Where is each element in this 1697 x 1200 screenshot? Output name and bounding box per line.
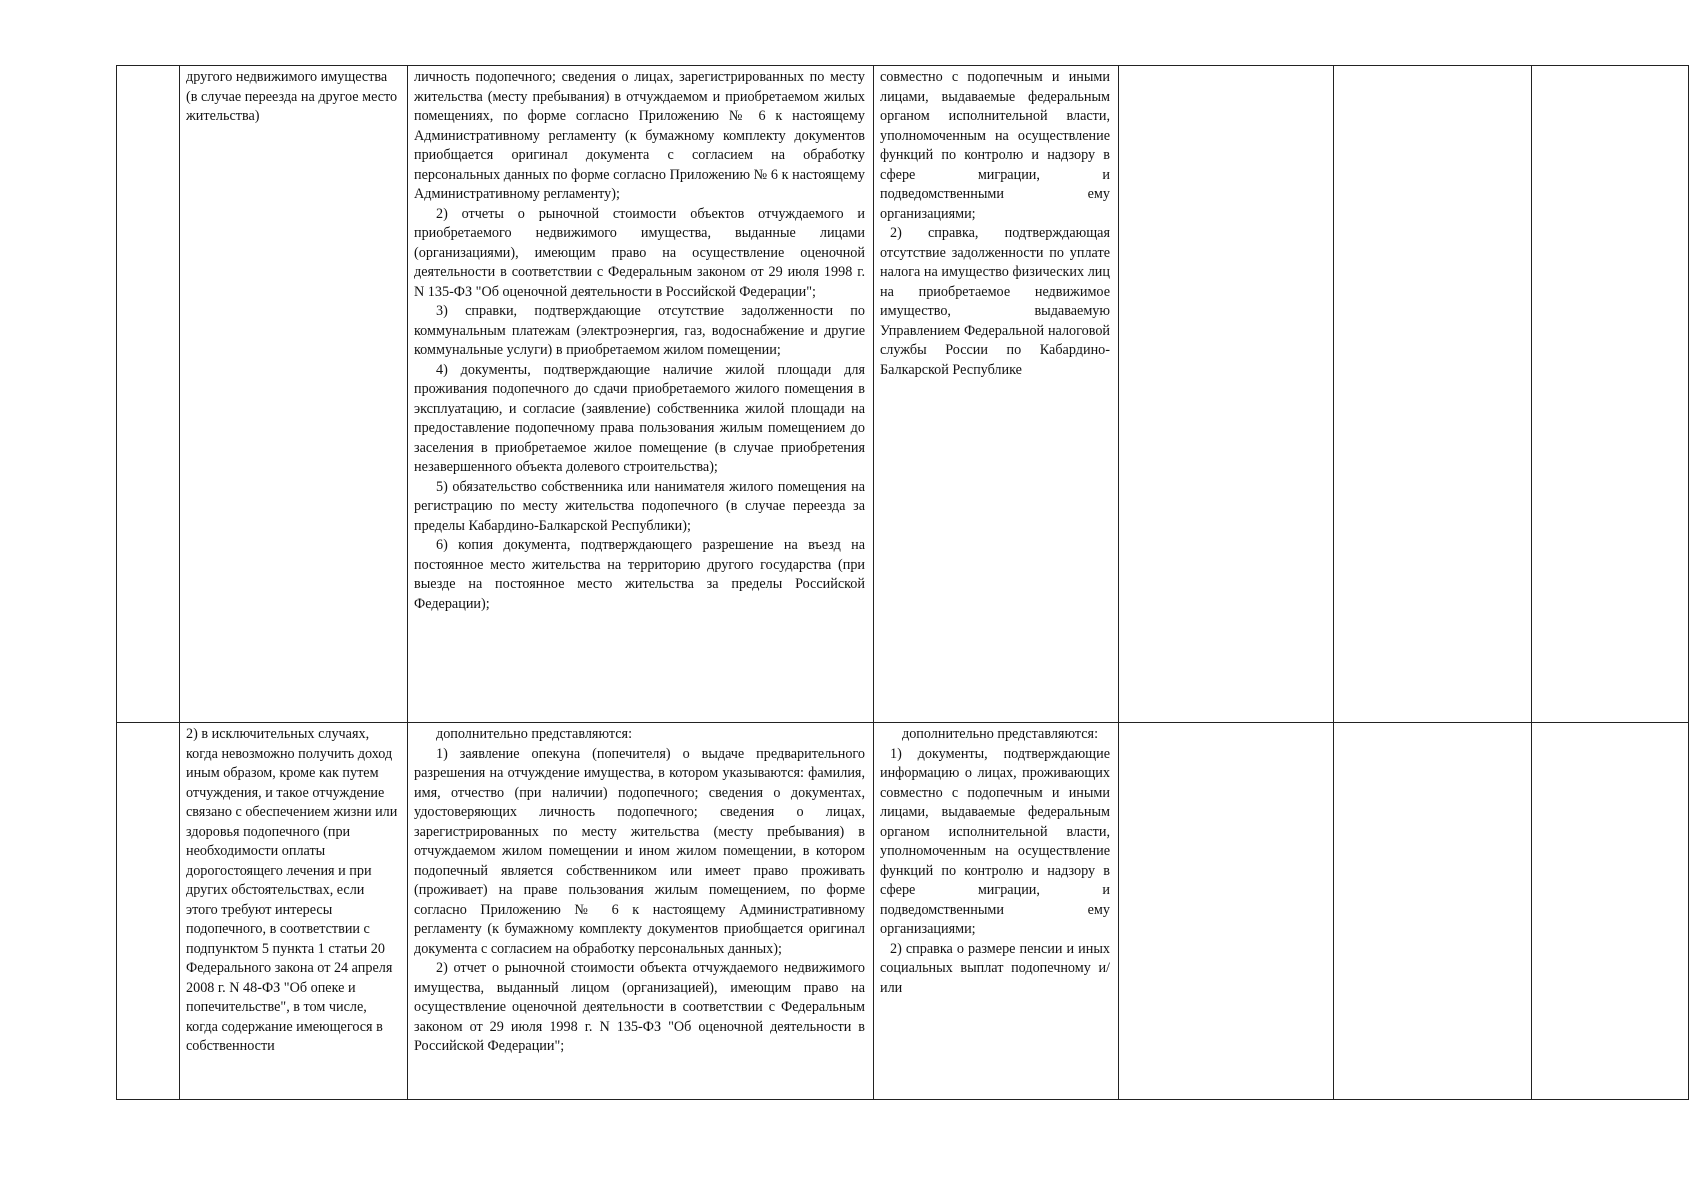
- doc-item: 6) копия документа, подтверждающего разрешение на въезд на постоянное место жительства на территорию другого государства (при выезде на постоянное место жительства за пределы Российской Федерации);: [414, 537, 865, 612]
- case-description: другого недвижимого имущества (в случае переезда на другое место жительства): [186, 69, 398, 124]
- row-number-cell: [117, 66, 180, 723]
- case-description: 2) в исключительных случаях, когда невозможно получить доход иным образом, кроме как путем отчуждения, и такое отчуждение связано с обеспечением жизни или здоровья подопечного (при необходимости оплаты дорогостоящего лечения и при других обстоятельствах, если этого требуют интересы подопечного, в соответствии с подпунктом 5 пункта 1 статьи 20 Федерального закона от 24 апреля 2008 г. N 48-ФЗ "Об опеке и попечительстве", в том числе, когда содержание имеющегося в собственности: [186, 726, 398, 1054]
- empty-cell: [1334, 723, 1532, 1100]
- doc-item: дополнительно представляются:: [436, 726, 633, 742]
- case-description-cell: [180, 66, 408, 723]
- doc-item: личность подопечного; сведения о лицах, зарегистрированных по месту жительства (месту пребывания) в отчуждаемом и приобретаемом жилых помещениях, по форме согласно Приложению № 6 к настоящему Административному регламенту (к бумажному комплекту документов приобщается оригинал документа с согласием на обработку персональных данных по форме согласно Приложению № 6 к настоящему Административному регламенту);: [414, 69, 865, 202]
- empty-cell: [1119, 66, 1334, 723]
- doc-item: 3) справки, подтверждающие отсутствие задолженности по коммунальным платежам (электроэнергия, газ, водоснабжение и другие коммунальные услуги) в приобретаемом жилом помещении;: [414, 303, 865, 358]
- empty-cell: [1119, 723, 1334, 1100]
- doc-item: 2) справка, подтверждающая отсутствие задолженности по уплате налога на имущество физических лиц на приобретаемое недвижимое имущество, выдаваемую Управлением Федеральной налоговой службы России по Кабардино-Балкарской Республике: [880, 225, 1110, 378]
- doc-item: совместно с подопечным и иными лицами, выдаваемые федеральным органом исполнительной власти, уполномоченным на осуществление функций по контролю и надзору в сфере миграции, и подведомственными ему организациями;: [880, 69, 1110, 222]
- documents-interagency-cell: [874, 723, 1119, 1100]
- table-row: [117, 66, 1689, 723]
- doc-item: 5) обязательство собственника или нанимателя жилого помещения на регистрацию по месту жительства подопечного (в случае переезда за пределы Кабардино-Балкарской Республики);: [414, 478, 865, 534]
- case-description-cell: [180, 723, 408, 1100]
- empty-cell: [1532, 723, 1689, 1100]
- doc-item: 2) справка о размере пенсии и иных социальных выплат подопечному и/или: [880, 940, 1110, 996]
- doc-item: 2) отчет о рыночной стоимости объекта отчуждаемого недвижимого имущества, выданный лицом (организацией), имеющим право на осуществление оценочной деятельности в соответствии с Федеральным законом от 29 июля 1998 г. N 135-ФЗ "Об оценочной деятельности в Российской Федерации";: [414, 960, 865, 1054]
- empty-cell: [1334, 66, 1532, 723]
- documents-applicant-cell: [408, 723, 874, 1100]
- doc-item: 4) документы, подтверждающие наличие жилой площади для проживания подопечного до сдачи приобретаемого жилого помещения в эксплуатацию, и согласие (заявление) собственника жилой площади на предоставление подопечному права пользования жилым помещением до заселения в приобретаемое жилое помещение (в случае приобретения незавершенного объекта долевого строительства);: [414, 361, 865, 475]
- documents-applicant-cell: [408, 66, 874, 723]
- doc-item: 1) заявление опекуна (попечителя) о выдаче предварительного разрешения на отчуждение имущества, в котором указываются: фамилия, имя, отчество (при наличии) подопечного; сведения о документах, удостоверяющих личность подопечного; сведения о лицах, зарегистрированных по месту жительства (месту пребывания) в отчуждаемом жилом помещении и ином жилом помещении, в котором подопечный является собственником или имеет право проживать (проживает) на праве пользования жилым помещением, по форме согласно Приложению № 6 к настоящему Административному регламенту (к бумажному комплекту документов приобщается оригинал документа с согласием на обработку персональных данных);: [414, 745, 865, 957]
- documents-interagency-cell: [874, 66, 1119, 723]
- empty-cell: [1532, 66, 1689, 723]
- row-number-cell: [117, 723, 180, 1100]
- table-row: [117, 723, 1689, 1100]
- doc-item: 2) отчеты о рыночной стоимости объектов отчуждаемого и приобретаемого недвижимого имущества, выданные лицами (организациями), имеющим право на осуществление оценочной деятельности в соответствии с Федеральным законом от 29 июля 1998 г. N 135-ФЗ "Об оценочной деятельности в Российской Федерации";: [414, 205, 865, 300]
- regulation-table: [116, 65, 1689, 1100]
- doc-item: дополнительно представляются:: [902, 726, 1099, 742]
- doc-item: 1) документы, подтверждающие информацию о лицах, проживающих совместно с подопечным и иными лицами, выдаваемые федеральным органом исполнительной власти, уполномоченным на осуществление функций по контролю и надзору в сфере миграции, и подведомственными ему организациями;: [880, 745, 1110, 937]
